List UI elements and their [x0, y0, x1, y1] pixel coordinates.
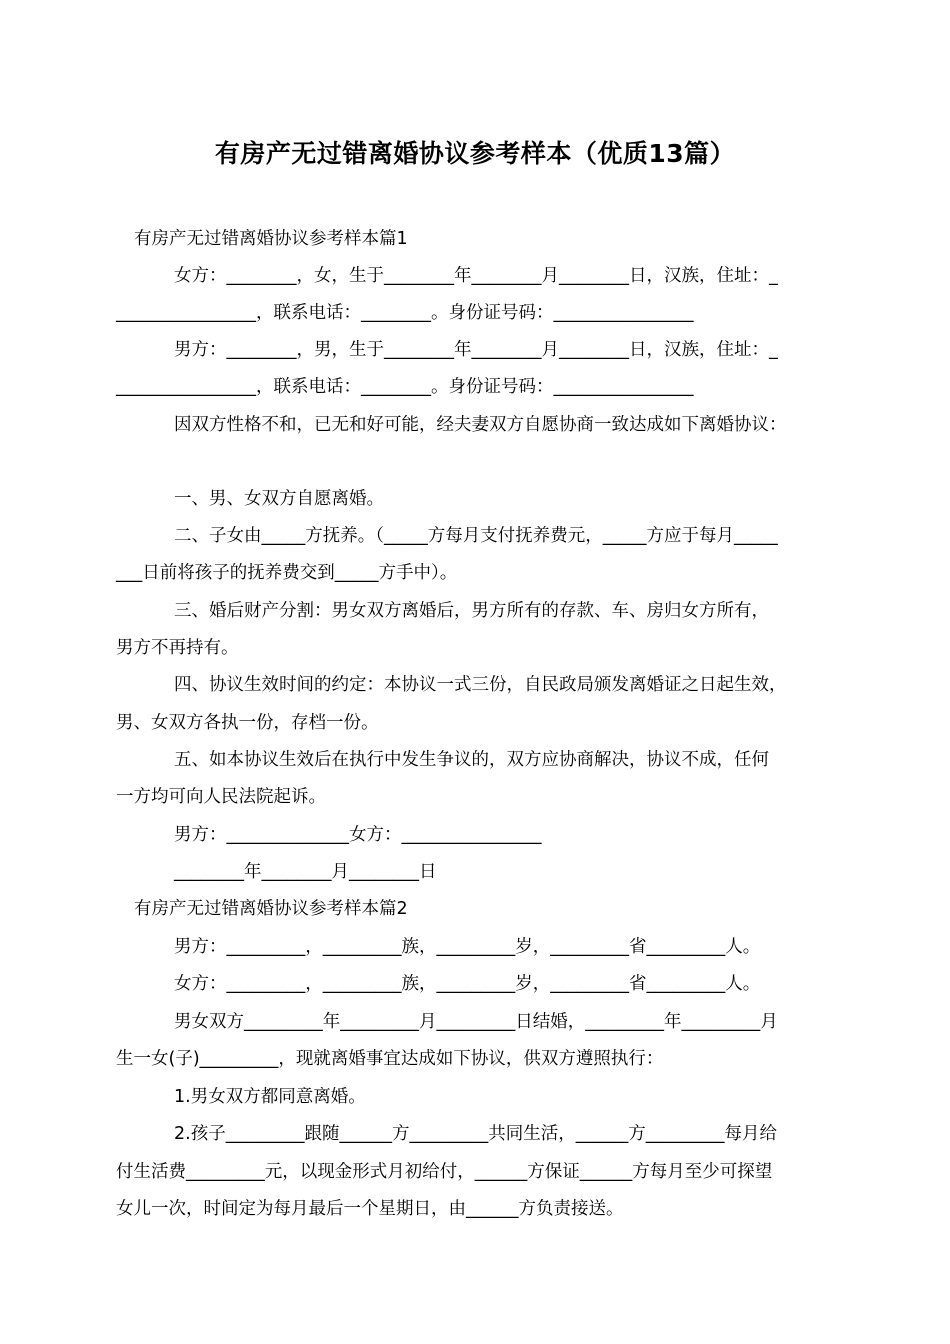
husband-info-line: 男方：_________，_________族，_________岁，_________省_________人。 [174, 937, 761, 957]
marriage-info-line-1: 男女双方_________年_________月_________日结婚，_________年_________月 [174, 1012, 778, 1032]
document-title: 有房产无过错离婚协议参考样本（优质13篇） [214, 139, 736, 168]
clause-1: 一、男、女双方自愿离婚。 [174, 489, 384, 509]
wife-info-line: 女方：_________，_________族，_________岁，_________省_________人。 [174, 974, 761, 994]
item-1: 1.男女双方都同意离婚。 [174, 1087, 366, 1107]
husband-info-line-2: ________________，联系电话：________。身份证号码：________________ [116, 377, 694, 397]
clause-5-line-2: 一方均可向人民法院起诉。 [116, 787, 326, 807]
section-1-heading: 有房产无过错离婚协议参考样本篇1 [134, 229, 408, 249]
clause-5-line-1: 五、如本协议生效后在执行中发生争议的，双方应协商解决，协议不成，任何 [174, 750, 769, 770]
item-2-line-1: 2.孩子_________跟随______方_________共同生活，______方_________每月给 [174, 1124, 777, 1144]
section-2-heading: 有房产无过错离婚协议参考样本篇2 [134, 899, 408, 919]
signature-date-line: ________年________月________日 [174, 862, 437, 882]
signature-line: 男方：______________女方：________________ [174, 825, 542, 845]
wife-info-line-1: 女方：________，女，生于________年________月________日，汉族，住址：_ [174, 266, 778, 286]
clause-3-line-2: 男方不再持有。 [116, 638, 239, 658]
wife-info-line-2: ________________，联系电话：________。身份证号码：________________ [116, 303, 694, 323]
husband-info-line-1: 男方：________，男，生于________年________月________日，汉族，住址：_ [174, 340, 778, 360]
clause-2-line-1: 二、子女由_____方抚养。（_____方每月支付抚养费元，_____方应于每月_____ [174, 526, 778, 546]
marriage-info-line-2: 生一女(子)_________，现就离婚事宜达成如下协议，供双方遵照执行： [116, 1049, 664, 1069]
agreement-preamble: 因双方性格不和，已无和好可能，经夫妻双方自愿协商一致达成如下离婚协议： [174, 415, 787, 435]
clause-4-line-1: 四、协议生效时间的约定：本协议一式三份，自民政局颁发离婚证之日起生效， [174, 675, 787, 695]
clause-4-line-2: 男、女双方各执一份，存档一份。 [116, 713, 379, 733]
clause-3-line-1: 三、婚后财产分割：男女双方离婚后，男方所有的存款、车、房归女方所有， [174, 601, 769, 621]
item-2-line-3: 女儿一次，时间定为每月最后一个星期日，由______方负责接送。 [116, 1199, 624, 1219]
item-2-line-2: 付生活费_________元，以现金形式月初给付，______方保证______方每月至少可探望 [116, 1162, 773, 1182]
clause-2-line-2: ___日前将孩子的抚养费交到_____方手中）。 [116, 563, 458, 583]
